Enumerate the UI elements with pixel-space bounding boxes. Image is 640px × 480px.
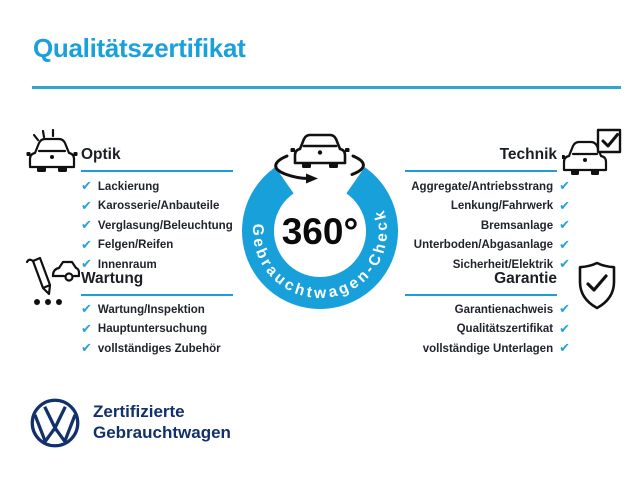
title-divider bbox=[32, 86, 621, 89]
item-label: Sicherheit/Elektrik bbox=[452, 258, 554, 271]
list-item bbox=[81, 300, 261, 320]
item-label: vollständige Unterlagen bbox=[422, 342, 554, 355]
car-360-rotation-icon bbox=[291, 135, 350, 168]
item-label: Verglasung/Beleuchtung bbox=[97, 219, 233, 232]
badge-curved-label: Gebrauchtwagen-Check bbox=[248, 205, 392, 303]
section-title-technik: Technik bbox=[405, 146, 557, 172]
list-item bbox=[380, 197, 570, 217]
list-item bbox=[380, 216, 570, 236]
section-title-wartung: Wartung bbox=[81, 270, 233, 296]
list-item bbox=[380, 236, 570, 256]
list-item bbox=[380, 177, 570, 197]
list-item bbox=[81, 216, 261, 236]
check-icon: ✔ bbox=[81, 218, 92, 234]
check-icon: ✔ bbox=[559, 302, 570, 318]
check-icon: ✔ bbox=[559, 257, 570, 273]
badge-value: 360° bbox=[281, 211, 359, 252]
item-label: Lenkung/Fahrwerk bbox=[450, 200, 554, 213]
pencil-checklist-car-icon bbox=[24, 255, 80, 307]
check-icon: ✔ bbox=[81, 179, 92, 195]
check-icon: ✔ bbox=[81, 302, 92, 318]
item-label: Hauptuntersuchung bbox=[97, 323, 208, 336]
item-label: Lackierung bbox=[97, 180, 160, 193]
list-item bbox=[81, 197, 261, 217]
brand-line1: Zertifizierte bbox=[93, 402, 185, 421]
item-label: vollständiges Zubehör bbox=[97, 342, 221, 355]
wartung-checklist bbox=[81, 300, 261, 359]
car-with-checkbox-icon bbox=[562, 128, 622, 176]
check-icon: ✔ bbox=[559, 321, 570, 337]
list-item bbox=[81, 339, 261, 359]
item-label: Felgen/Reifen bbox=[97, 239, 174, 252]
item-label: Karosserie/Anbauteile bbox=[97, 200, 220, 213]
item-label: Innenraum bbox=[97, 258, 157, 271]
sparkling-car-icon bbox=[26, 129, 78, 175]
check-icon: ✔ bbox=[559, 237, 570, 253]
brand-line2: Gebrauchtwagen bbox=[93, 423, 231, 442]
item-label: Unterboden/Abgasanlage bbox=[413, 239, 554, 252]
item-label: Aggregate/Antriebsstrang bbox=[411, 180, 554, 193]
vw-logo bbox=[29, 397, 81, 449]
check-icon: ✔ bbox=[81, 237, 92, 253]
page-title: Qualitätszertifikat bbox=[33, 33, 246, 63]
list-item bbox=[81, 320, 261, 340]
list-item bbox=[380, 300, 570, 320]
check-icon: ✔ bbox=[559, 341, 570, 357]
brand-text bbox=[93, 401, 231, 443]
item-label: Wartung/Inspektion bbox=[97, 303, 205, 316]
technik-checklist bbox=[380, 177, 570, 275]
check-icon: ✔ bbox=[81, 321, 92, 337]
list-item bbox=[81, 177, 261, 197]
check-icon: ✔ bbox=[559, 179, 570, 195]
item-label: Qualitätszertifikat bbox=[456, 323, 554, 336]
check-icon: ✔ bbox=[81, 341, 92, 357]
section-title-garantie: Garantie bbox=[405, 270, 557, 296]
list-item bbox=[380, 320, 570, 340]
rotation-arrows-icon bbox=[276, 156, 364, 184]
check-icon: ✔ bbox=[559, 198, 570, 214]
check-icon: ✔ bbox=[81, 198, 92, 214]
optik-checklist bbox=[81, 177, 261, 275]
check-icon: ✔ bbox=[559, 218, 570, 234]
item-label: Garantienachweis bbox=[454, 303, 554, 316]
list-item bbox=[81, 236, 261, 256]
garantie-checklist bbox=[380, 300, 570, 359]
check-icon: ✔ bbox=[81, 257, 92, 273]
shield-check-icon bbox=[574, 260, 620, 312]
item-label: Bremsanlage bbox=[480, 219, 554, 232]
list-item bbox=[380, 339, 570, 359]
section-title-optik: Optik bbox=[81, 146, 233, 172]
